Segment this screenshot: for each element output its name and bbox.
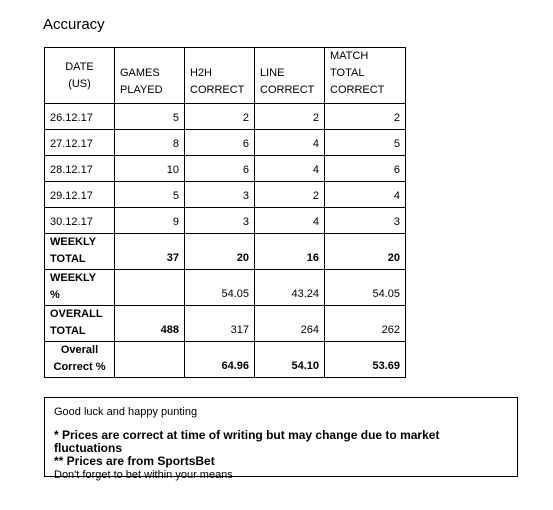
header-date-line2: (US) [68,77,91,90]
cell-line: 43.24 [255,270,325,306]
cell-h2h: 2 [185,104,255,130]
prices-disclaimer: * Prices are correct at time of writing but may change due to market fluctuations [54,428,440,455]
overall-total-label-line1: OVERALL [50,308,103,320]
cell-games: 10 [115,156,185,182]
cell-h2h: 3 [185,208,255,234]
cell-date: 27.12.17 [45,130,115,156]
cell-line: 4 [255,130,325,156]
prices-source: ** Prices are from SportsBet [54,454,215,468]
table-row [45,130,406,156]
cell-games: 5 [115,104,185,130]
weekly-pct-label-line2: % [50,289,60,301]
good-luck-text: Good luck and happy punting [54,406,198,418]
cell-date: 28.12.17 [45,156,115,182]
cell-games: 8 [115,130,185,156]
header-games [115,48,185,104]
cell-line: 264 [255,306,325,342]
cell-total: 262 [325,306,406,342]
cell-line: 2 [255,104,325,130]
header-date [45,48,115,104]
cell-date: 30.12.17 [45,208,115,234]
overall-pct-label-line2: Correct % [53,361,106,373]
cell-line: 54.10 [255,342,325,378]
cell-date: 29.12.17 [45,182,115,208]
cell-games [115,342,185,378]
cell-games [115,270,185,306]
cell-h2h: 54.05 [185,270,255,306]
cell-h2h: 20 [185,234,255,270]
cell-total: 2 [325,104,406,130]
overall-pct-row [45,342,406,378]
header-h2h-line1: H2H [190,67,213,79]
weekly-pct-label [45,270,115,306]
header-match-line2: TOTAL [330,67,365,79]
cell-total: 54.05 [325,270,406,306]
cell-h2h: 64.96 [185,342,255,378]
table-row [45,156,406,182]
cell-games: 488 [115,306,185,342]
cell-total: 4 [325,182,406,208]
weekly-pct-label-line1: WEEKLY [50,272,97,284]
weekly-total-label-line1: WEEKLY [50,236,97,248]
cell-total: 5 [325,130,406,156]
overall-total-row [45,306,406,342]
overall-pct-label [45,342,115,378]
table-row [45,182,406,208]
header-line-line2: CORRECT [260,84,315,96]
header-match-total [325,48,406,104]
table-row [45,208,406,234]
weekly-total-label [45,234,115,270]
header-line-line1: LINE [260,67,285,79]
overall-total-label [45,306,115,342]
weekly-total-label-line2: TOTAL [50,253,86,265]
overall-total-label-line2: TOTAL [50,325,86,337]
header-line [255,48,325,104]
cell-line: 2 [255,182,325,208]
header-match-line3: CORRECT [330,84,385,96]
header-games-line1: GAMES [120,67,160,79]
cell-line: 16 [255,234,325,270]
cell-date: 26.12.17 [45,104,115,130]
header-games-line2: PLAYED [120,84,163,96]
disclaimer-box [44,397,518,481]
cell-total: 6 [325,156,406,182]
cell-total: 20 [325,234,406,270]
header-date-line1: DATE [65,60,94,73]
cell-games: 37 [115,234,185,270]
weekly-total-row [45,234,406,270]
cell-line: 4 [255,208,325,234]
accuracy-table [44,47,406,378]
cell-games: 5 [115,182,185,208]
cell-h2h: 3 [185,182,255,208]
table-header-row [45,48,406,104]
header-h2h [185,48,255,104]
cell-h2h: 6 [185,130,255,156]
cell-total: 53.69 [325,342,406,378]
overall-pct-label-line1: Overall [60,344,99,356]
page-title: Accuracy [43,16,105,33]
cell-total: 3 [325,208,406,234]
weekly-pct-row [45,270,406,306]
cell-h2h: 317 [185,306,255,342]
header-h2h-line2: CORRECT [190,84,245,96]
table-row [45,104,406,130]
responsible-gambling-text: Don't forget to bet within your means [54,469,233,481]
cell-line: 4 [255,156,325,182]
cell-h2h: 6 [185,156,255,182]
header-match-line1: MATCH [330,50,369,62]
cell-games: 9 [115,208,185,234]
